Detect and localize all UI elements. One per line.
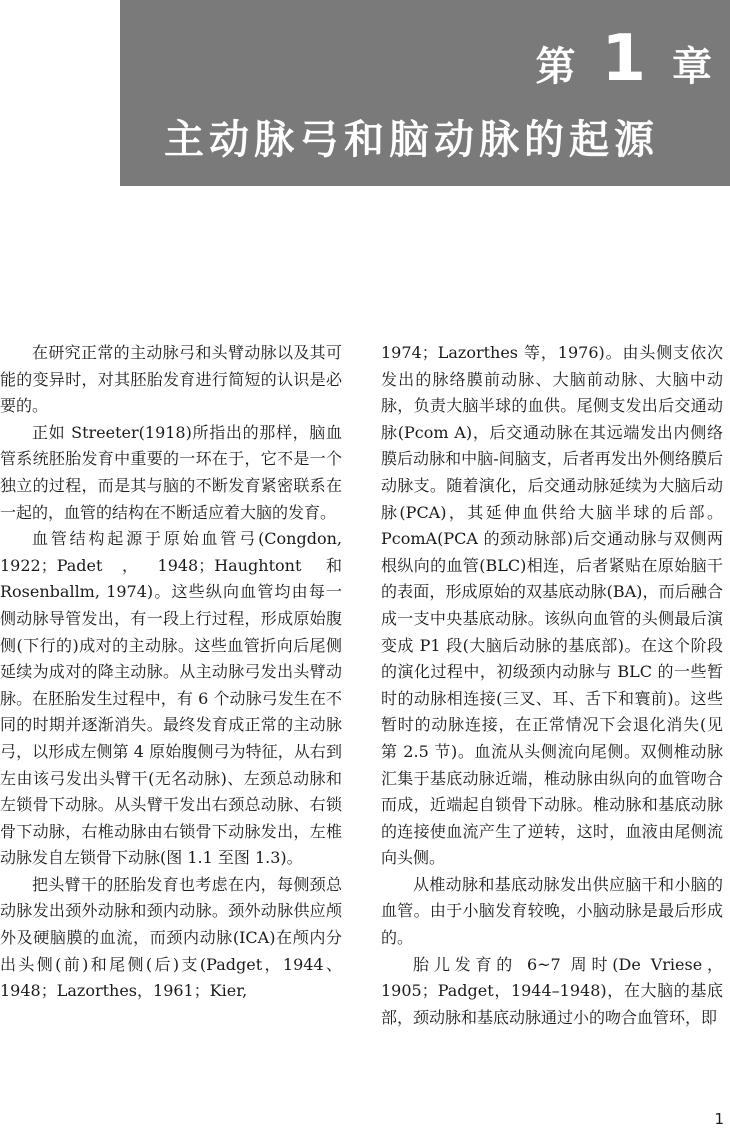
paragraph: 胎儿发育的 6~7 周时(De Vriese，1905；Padget，1944–1948)，在大脑的基底部，颈动脉和基底动脉通过小的吻合血管环，即 <box>381 954 723 1027</box>
chapter-word: 第 <box>535 44 576 90</box>
chapter-number: 1 <box>601 22 646 96</box>
chapter-suffix: 章 <box>672 44 712 90</box>
paragraph: 从椎动脉和基底动脉发出供应脑干和小脑的血管。由于小脑发育较晚，小脑动脉是最后形成的。 <box>381 874 723 948</box>
chapter-banner <box>120 0 730 186</box>
chapter-title: 主动脉弓和脑动脉的起源 <box>164 117 659 163</box>
paragraph: 正如 Streeter(1918)所指出的那样，脑血管系统胚胎发育中重要的一环在于，它不是一个独立的过程，而是其与脑的不断发育紧密联系在一起的，血管的结构在不断适应着大脑的发育。 <box>0 422 342 522</box>
left-column <box>0 340 342 1005</box>
paragraph: 血管结构起源于原始血管弓(Congdon, 1922；Padet，1948；Haughtont 和 Rosenballm, 1974)。这些纵向血管均由每一侧动脉导管发出，有一段上行过程，形成原始腹侧(下行的)成对的主动脉。这些血管折向后尾侧延续为成对的降主动脉。从主动脉弓发出头臂动脉。在胚胎发生过程中，有 6 个动脉弓发生在不同的时期并逐渐消失。最终发育成正常的主动脉弓，以形成左侧第 4 原始腹侧弓为特征，从右到左由该弓发出头臂干(无名动脉)、左颈总动脉和左锁骨下动脉。从头臂干发出右颈总动脉、右锁骨下动脉，右椎动脉由右锁骨下动脉发出，左椎动脉发自左锁骨下动脉(图 1.1 至图 1.3)。 <box>0 529 342 868</box>
chapter-label <box>535 22 712 96</box>
paragraph: 在研究正常的主动脉弓和头臂动脉以及其可能的变异时，对其胚胎发育进行简短的认识是必要的。 <box>0 343 342 416</box>
paragraph-continued: 1974；Lazorthes 等，1976)。由头侧支依次发出的脉络膜前动脉、大脑前动脉、大脑中动脉，负责大脑半球的血供。尾侧支发出后交通动脉(Pcom A)，后交通动脉在其远端发出内侧络膜后动脉和中脑-间脑支，后者再发出外侧络膜后动脉支。随着演化，后交通动脉延续为大脑后动脉(PCA)，其延伸血供给大脑半球的后部。PcomA(PCA 的颈动脉部)后交通动脉与双侧两根纵向的血管(BLC)相连，后者紧贴在原始脑干的表面，形成原始的双基底动脉(BA)，而后融合成一支中央基底动脉。该纵向血管的头侧最后演变成 P1 段(大脑后动脉的基底部)。在这个阶段的演化过程中，初级颈内动脉与 BLC 的一些暂时的动脉相连接(三叉、耳、舌下和寰前)。这些暂时的动脉连接，在正常情况下会退化消失(见第 2.5 节)。血流从头侧流向尾侧。双侧椎动脉汇集于基底动脉近端，椎动脉由纵向的血管吻合而成，近端起自锁骨下动脉。椎动脉和基底动脉的连接使血流产生了逆转，这时，血液由尾侧流向头侧。 <box>381 343 723 868</box>
right-column <box>381 340 723 1031</box>
page-number: 1 <box>714 1110 724 1128</box>
paragraph: 把头臂干的胚胎发育也考虑在内，每侧颈总动脉发出颈外动脉和颈内动脉。颈外动脉供应颅外及硬脑膜的血流，而颈内动脉(ICA)在颅内分出头侧(前)和尾侧(后)支(Padget，1944、1948；Lazorthes，1961；Kier, <box>0 874 342 1001</box>
